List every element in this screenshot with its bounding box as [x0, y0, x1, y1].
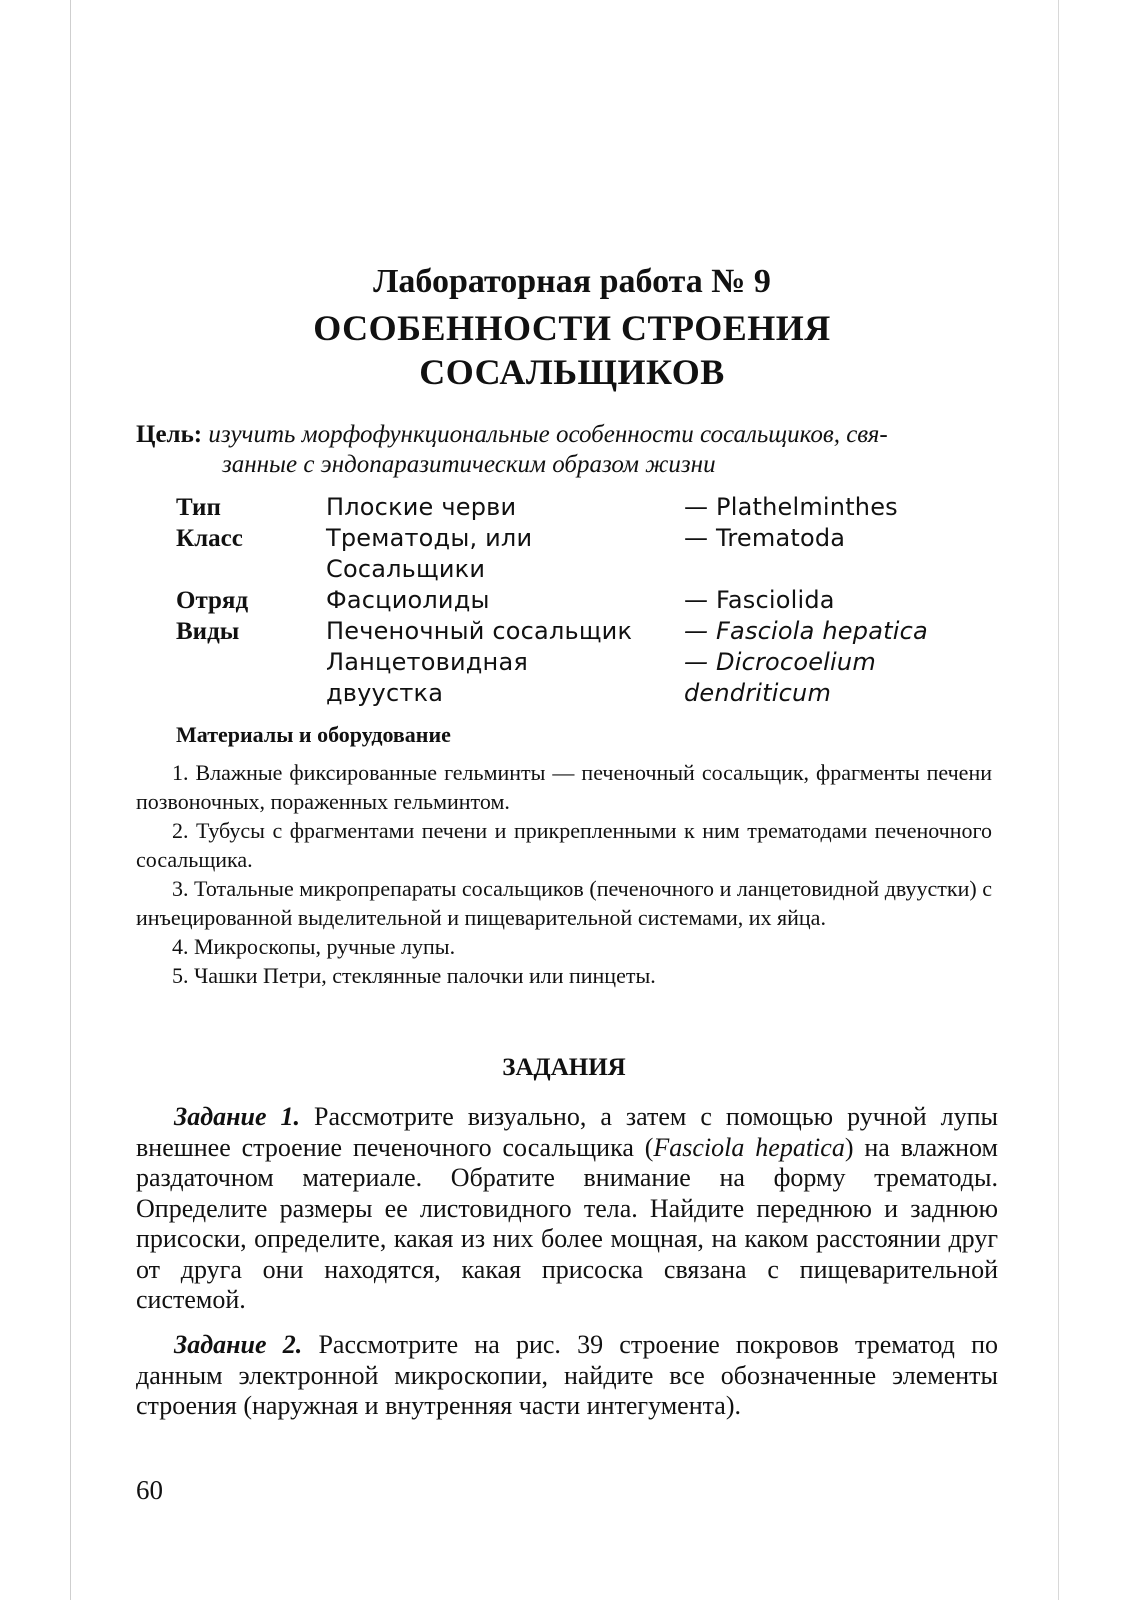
materials-item: 2. Тубусы с фрагментами печени и прикрепленными к ним трематодами печеночного сосальщика.: [136, 818, 992, 872]
taxonomy-latin-line: dendriticum: [684, 679, 832, 707]
materials-item: 3. Тотальные микропрепараты сосальщиков (печеночного и ланцетовидной двуустки) с инъецированной выделительной и пищеварительной системами, их яйца.: [136, 876, 992, 930]
taxonomy-russian-line: Ланцетовидная: [326, 648, 528, 676]
task-1-text-b: ) на влажном раздаточном материале. Обратите внимание на форму трематоды. Определите размеры ее листовидного тела. Найдите переднюю и заднюю присоски, определите, какая из них более мощная, на каком расстоянии друг от друга они находятся, какая присоска связана с пищеварительной системой.: [136, 1132, 998, 1314]
materials-item: 5. Чашки Петри, стеклянные палочки или пинцеты.: [172, 963, 656, 988]
goal-paragraph: [136, 420, 1008, 480]
page-edge-left: [70, 0, 71, 1600]
tasks-heading: ЗАДАНИЯ: [502, 1054, 626, 1081]
taxonomy-russian-name: [326, 492, 684, 523]
taxonomy-latin-line: — Fasciola hepatica: [684, 617, 928, 645]
taxonomy-table: [176, 492, 1006, 709]
title-line-2: СОСАЛЬЩИКОВ: [419, 352, 725, 392]
taxonomy-row: [176, 492, 1006, 523]
taxonomy-russian-name: [326, 616, 684, 647]
taxonomy-latin-line: — Fasciolida: [684, 586, 835, 614]
taxonomy-rank: Класс: [176, 525, 243, 552]
task-1-paragraph: [136, 1102, 998, 1316]
taxonomy-rank: Отряд: [176, 587, 249, 614]
taxonomy-row: [176, 523, 1006, 585]
taxonomy-russian-name: [326, 585, 684, 616]
goal-label: Цель:: [136, 421, 203, 448]
task-1-latin-name: Fasciola hepatica: [653, 1132, 845, 1162]
materials-item: 4. Микроскопы, ручные лупы.: [172, 934, 456, 959]
taxonomy-latin-line: — Dicrocoelium: [684, 648, 876, 676]
taxonomy-russian-line: Плоские черви: [326, 493, 517, 521]
goal-text-line-2: занные с эндопаразитическим образом жизни: [222, 451, 716, 478]
materials-item: 1. Влажные фиксированные гельминты — печеночный сосальщик, фрагменты печени позвоночных, пораженных гельминтом.: [136, 760, 992, 814]
materials-list: [136, 758, 992, 990]
taxonomy-latin-line: — Trematoda: [684, 524, 846, 552]
taxonomy-rank: Виды: [176, 618, 240, 645]
task-2-label: Задание 2.: [174, 1330, 303, 1359]
taxonomy-latin-name: [684, 616, 1006, 647]
taxonomy-latin-name: [684, 492, 1006, 523]
taxonomy-russian-line: Фасциолиды: [326, 586, 490, 614]
taxonomy-russian-line: Печеночный сосальщик: [326, 617, 633, 645]
taxonomy-latin-name: [684, 523, 1006, 585]
taxonomy-latin-line: — Plathelminthes: [684, 493, 898, 521]
materials-heading: Материалы и оборудование: [176, 722, 451, 747]
taxonomy-russian-line: двуустка: [326, 679, 444, 707]
title-line-1: ОСОБЕННОСТИ СТРОЕНИЯ: [313, 308, 831, 348]
taxonomy-row: [176, 647, 1006, 709]
taxonomy-russian-line: Сосальщики: [326, 555, 486, 583]
task-1-text-a: Рассмотрите визуально, а затем с помощью ручной лупы внешнее строение печеночного сосальщика (: [136, 1102, 998, 1162]
taxonomy-russian-name: [326, 647, 684, 709]
page-number: 60: [136, 1475, 163, 1505]
taxonomy-row: [176, 616, 1006, 647]
page-edge-right: [1058, 0, 1059, 1600]
goal-text-line-1: изучить морфофункциональные особенности сосальщиков, свя-: [208, 421, 888, 448]
task-2-text: Рассмотрите на рис. 39 строение покровов трематод по данным электронной микроскопии, найдите все обозначенные элементы строения (наружная и внутренняя части интегумента).: [136, 1330, 998, 1420]
taxonomy-russian-name: [326, 523, 684, 585]
taxonomy-latin-name: [684, 647, 1006, 709]
page-title: [136, 306, 1008, 394]
taxonomy-latin-name: [684, 585, 1006, 616]
taxonomy-row: [176, 585, 1006, 616]
task-2-paragraph: [136, 1330, 998, 1422]
taxonomy-russian-line: Трематоды, или: [326, 524, 533, 552]
taxonomy-rank: Тип: [176, 494, 221, 521]
task-1-label: Задание 1.: [174, 1102, 301, 1131]
lab-title: Лабораторная работа № 9: [373, 263, 771, 300]
taxonomy-rank: [176, 647, 326, 709]
